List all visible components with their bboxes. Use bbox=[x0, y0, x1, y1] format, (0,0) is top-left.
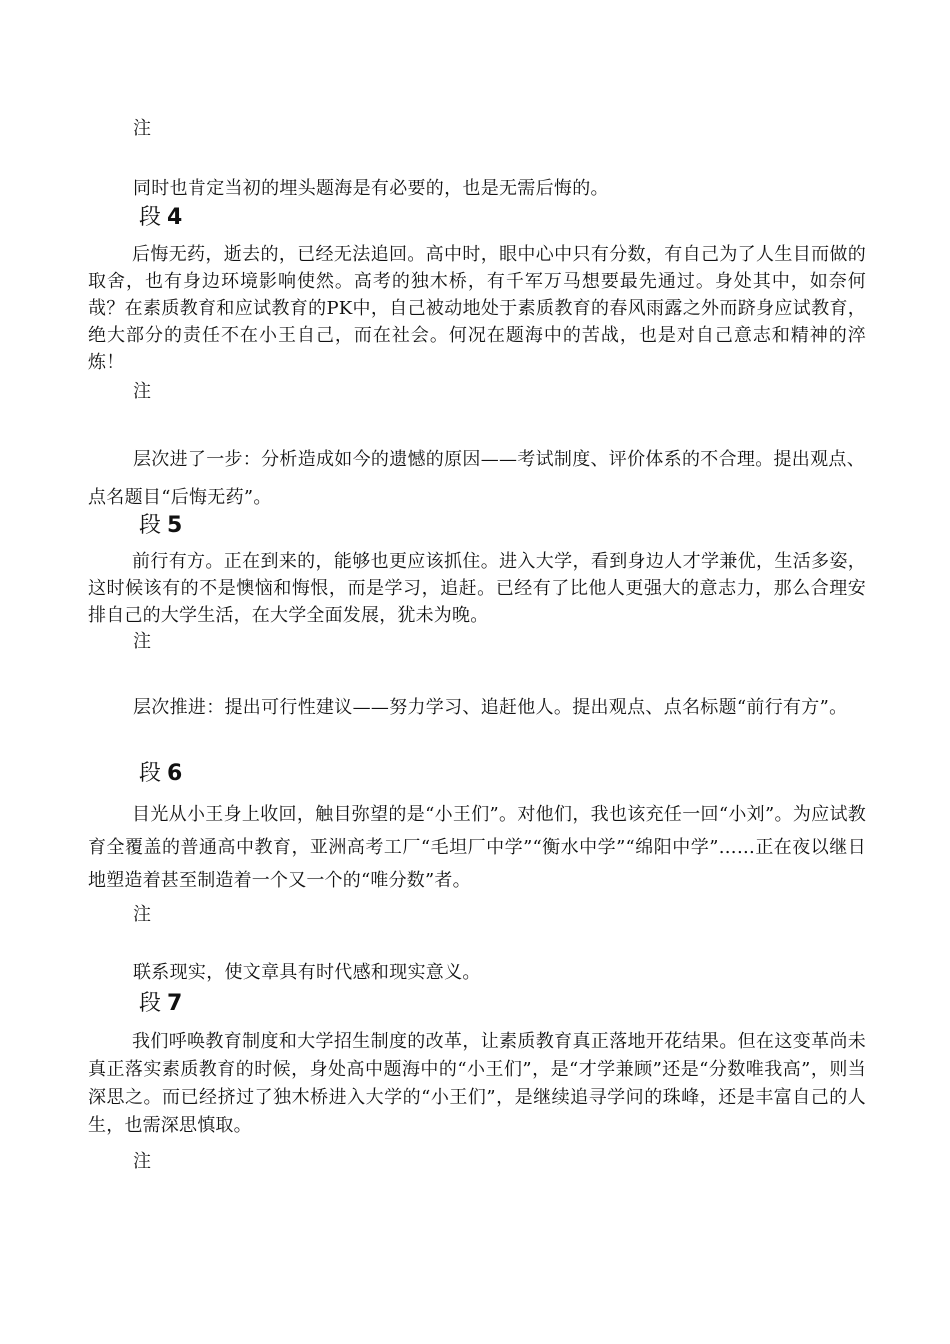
section-heading-4 bbox=[139, 204, 339, 232]
paragraph-5: 前行有方。正在到来的，能够也更应该抓住。进入大学，看到身边人才学兼优，生活多姿，这时候该有的不是懊恼和悔恨，而是学习，追赶。已经有了比他人更强大的意志力，那么合理安排自己的大学生活，在大学全面发展，犹未为晚。 bbox=[88, 551, 866, 626]
section-heading-number: 5 bbox=[167, 513, 183, 538]
section-heading-label: 段 bbox=[139, 761, 162, 786]
note-label: 注 bbox=[133, 631, 151, 652]
note-label: 注 bbox=[133, 904, 151, 925]
paragraph-7: 我们呼唤教育制度和大学招生制度的改革，让素质教育真正落地开花结果。但在这变革尚未真正落实素质教育的时候，身处高中题海中的“小王们”，是“才学兼顾”还是“分数唯我高”，则当深思之。而已经挤过了独木桥进入大学的“小王们”，是继续追寻学问的珠峰，还是丰富自己的人生，也需深思慎取。 bbox=[88, 1031, 866, 1136]
section-heading-number: 4 bbox=[167, 205, 183, 230]
comment-text: 同时也肯定当初的埋头题海是有必要的，也是无需后悔的。 bbox=[133, 178, 609, 199]
section-heading-5 bbox=[139, 512, 339, 540]
section-heading-number: 6 bbox=[167, 761, 183, 786]
section-heading-label: 段 bbox=[139, 991, 162, 1016]
note-label: 注 bbox=[133, 381, 151, 402]
comment-text: 联系现实，使文章具有时代感和现实意义。 bbox=[133, 962, 481, 983]
section-heading-label: 段 bbox=[139, 205, 162, 230]
section-heading-6 bbox=[139, 760, 339, 788]
paragraph-4: 后悔无药，逝去的，已经无法追回。高中时，眼中心中只有分数，有自己为了人生目而做的取舍，也有身边环境影响使然。高考的独木桥，有千军万马想要最先通过。身处其中，如奈何哉？在素质教育和应试教育的PK中，自己被动地处于素质教育的春风雨露之外而跻身应试教育，绝大部分的责任不在小王自己，而在社会。何况在题海中的苦战，也是对自己意志和精神的淬炼！ bbox=[88, 244, 866, 373]
note-label: 注 bbox=[133, 1151, 151, 1172]
section-heading-label: 段 bbox=[139, 513, 162, 538]
section-heading-number: 7 bbox=[167, 991, 183, 1016]
comment-text: 层次进了一步：分析造成如今的遗憾的原因——考试制度、评价体系的不合理。提出观点、点名题目“后悔无药”。 bbox=[88, 449, 865, 508]
section-heading-7 bbox=[139, 990, 339, 1018]
comment-text: 层次推进：提出可行性建议——努力学习、追赶他人。提出观点、点名标题“前行有方”。 bbox=[133, 697, 848, 718]
note-label: 注 bbox=[133, 118, 151, 139]
paragraph-6: 目光从小王身上收回，触目弥望的是“小王们”。对他们，我也该充任一回“小刘”。为应试教育全覆盖的普通高中教育，亚洲高考工厂“毛坦厂中学”“衡水中学”“绵阳中学”……正在夜以继日地塑造着甚至制造着一个又一个的“唯分数”者。 bbox=[88, 804, 866, 891]
